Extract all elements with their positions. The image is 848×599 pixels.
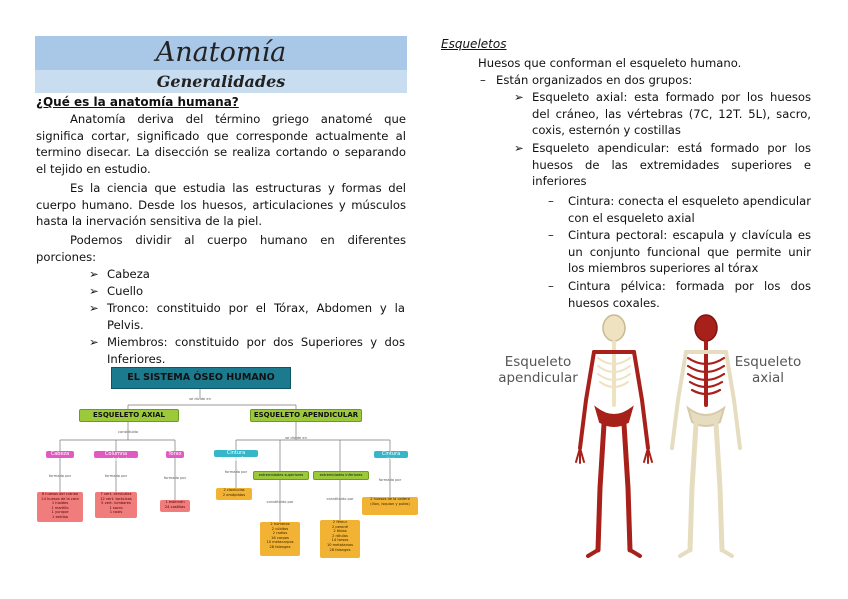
dash-marker: – [548, 194, 554, 208]
label-appendicular: Esqueleto apendicular [498, 354, 578, 386]
dash-marker: – [548, 279, 554, 293]
axial-skeleton-icon [672, 315, 740, 556]
map-detail-shoulder: 2 clavículas 2 omóplatos [216, 488, 252, 500]
list-item [514, 140, 811, 190]
concept-map-link: constituido [118, 430, 138, 434]
sub-item-text: Cintura pectoral: escapula y clavícula es un conjunto funcional que permite unir los miembros superiores al tórax [568, 228, 811, 276]
map-node-spine: Columna vertebral [94, 451, 138, 458]
question-heading: ¿Qué es la anatomía humana? [36, 95, 239, 109]
concept-map-link: formado por [163, 476, 187, 480]
concept-map-link: formado por [104, 474, 128, 478]
list-item [514, 89, 811, 139]
list-item-text: Cabeza [107, 267, 150, 281]
sub-item [548, 278, 811, 311]
map-detail-lower-limbs: 2 fémur 2 peroné 2 tibias 2 rótulas 14 tarsos 10 metatarsos 28 falanges [320, 520, 360, 558]
sub-item-text: Cintura pélvica: formada por los dos huesos coxales. [568, 279, 811, 310]
concept-map-link: formada por [378, 478, 402, 482]
map-node-upper-limbs: extremidades superiores [253, 471, 309, 480]
map-node-lower-limbs: extremidades inferiores [313, 471, 369, 480]
list-item [89, 334, 405, 367]
page-title: Anatomía [155, 37, 287, 68]
concept-map-link: formado por [48, 474, 72, 478]
list-item-text: Miembros: constituido por dos Superiores y dos Inferiores. [107, 335, 405, 366]
concept-map-link: se divide en [285, 436, 307, 440]
bullet-marker: ➢ [89, 267, 99, 281]
list-item-text: Cuello [107, 284, 144, 298]
map-detail-head: 8 huesos del cráneo 14 huesos de la cara 1 hioides 1 martillo 1 yunque 1 estribo [37, 492, 83, 522]
bullet-marker: ➢ [514, 90, 524, 104]
sub-item [548, 227, 811, 277]
map-detail-pelvic: 2 huesos de la cadera (ilion, isquion y pubis) [362, 497, 418, 515]
bullet-marker: ➢ [89, 301, 99, 315]
dash-item-text: Están organizados en dos grupos: [496, 73, 693, 87]
paragraph-3: Podemos dividir al cuerpo humano en diferentes porciones: [36, 233, 406, 264]
map-detail-upper-limbs: 2 húmeros 2 cúbitos 2 radios 16 carpos 10 metacarpos 28 falanges [260, 522, 300, 556]
axial-node: ESQUELETO AXIAL [79, 409, 179, 422]
list-item [89, 300, 405, 333]
list-item-text: Tronco: constituido por el Tórax, Abdomen y la Pelvis. [107, 301, 405, 332]
section-heading: Esqueletos [441, 37, 507, 51]
section-intro: Huesos que conforman el esqueleto humano. [478, 56, 742, 70]
bullet-marker: ➢ [89, 284, 99, 298]
dash-item [480, 72, 808, 89]
concept-map-link: constituido por [326, 497, 354, 501]
bullet-marker: ➢ [514, 141, 524, 155]
map-detail-spine: 7 vert. cervicales 12 vert. torácicas 5 vert. lumbares 1 sacro 1 coxis [95, 492, 137, 518]
concept-map-link: formada por [224, 470, 248, 474]
sub-item-text: Cintura: conecta el esqueleto apendicular con el esqueleto axial [568, 194, 811, 225]
concept-map-link: se divide en [189, 397, 211, 401]
map-node-shoulder-girdle: Cintura escapular [214, 450, 258, 457]
appendicular-node: ESQUELETO APENDICULAR [250, 409, 362, 422]
page-subtitle: Generalidades [156, 72, 286, 91]
map-node-pelvic-girdle: Cintura pélvica [374, 451, 408, 458]
list-item [89, 283, 405, 300]
dash-marker: – [480, 73, 486, 87]
dash-marker: – [548, 228, 554, 242]
skeleton-illustration [488, 310, 808, 570]
label-axial: Esqueleto axial [734, 354, 802, 386]
map-detail-thorax: 1 esternón 24 costillas [160, 500, 190, 512]
skeleton-figure [488, 310, 808, 570]
bullet-marker: ➢ [89, 335, 99, 349]
list-item-text: Esqueleto axial: esta formado por los huesos del cráneo, las vértebras (7C, 12T. 5L), sacro, coxis, esternón y costillas [532, 90, 811, 138]
appendicular-skeleton-icon [576, 315, 652, 556]
list-item [89, 266, 405, 283]
map-node-head: Cabeza [46, 451, 74, 458]
paragraph-2: Es la ciencia que estudia las estructuras y formas del cuerpo humano. Desde los huesos, articulaciones y músculos hasta la inervación sensitiva de la piel. [36, 181, 406, 229]
map-node-thorax: Tórax [166, 451, 184, 458]
sub-item [548, 193, 811, 226]
concept-map-title: EL SISTEMA ÓSEO HUMANO [111, 367, 291, 389]
concept-map-link: constituido por [266, 500, 294, 504]
paragraph-1: Anatomía deriva del término griego anatomé que significa cortar, significado que corresponde actualmente al termino disecar. La disección se realiza cortando o separando el tejido en estudio. [36, 112, 406, 176]
list-item-text: Esqueleto apendicular: está formado por los huesos de las extremidades superiores e inferiores [532, 141, 811, 189]
